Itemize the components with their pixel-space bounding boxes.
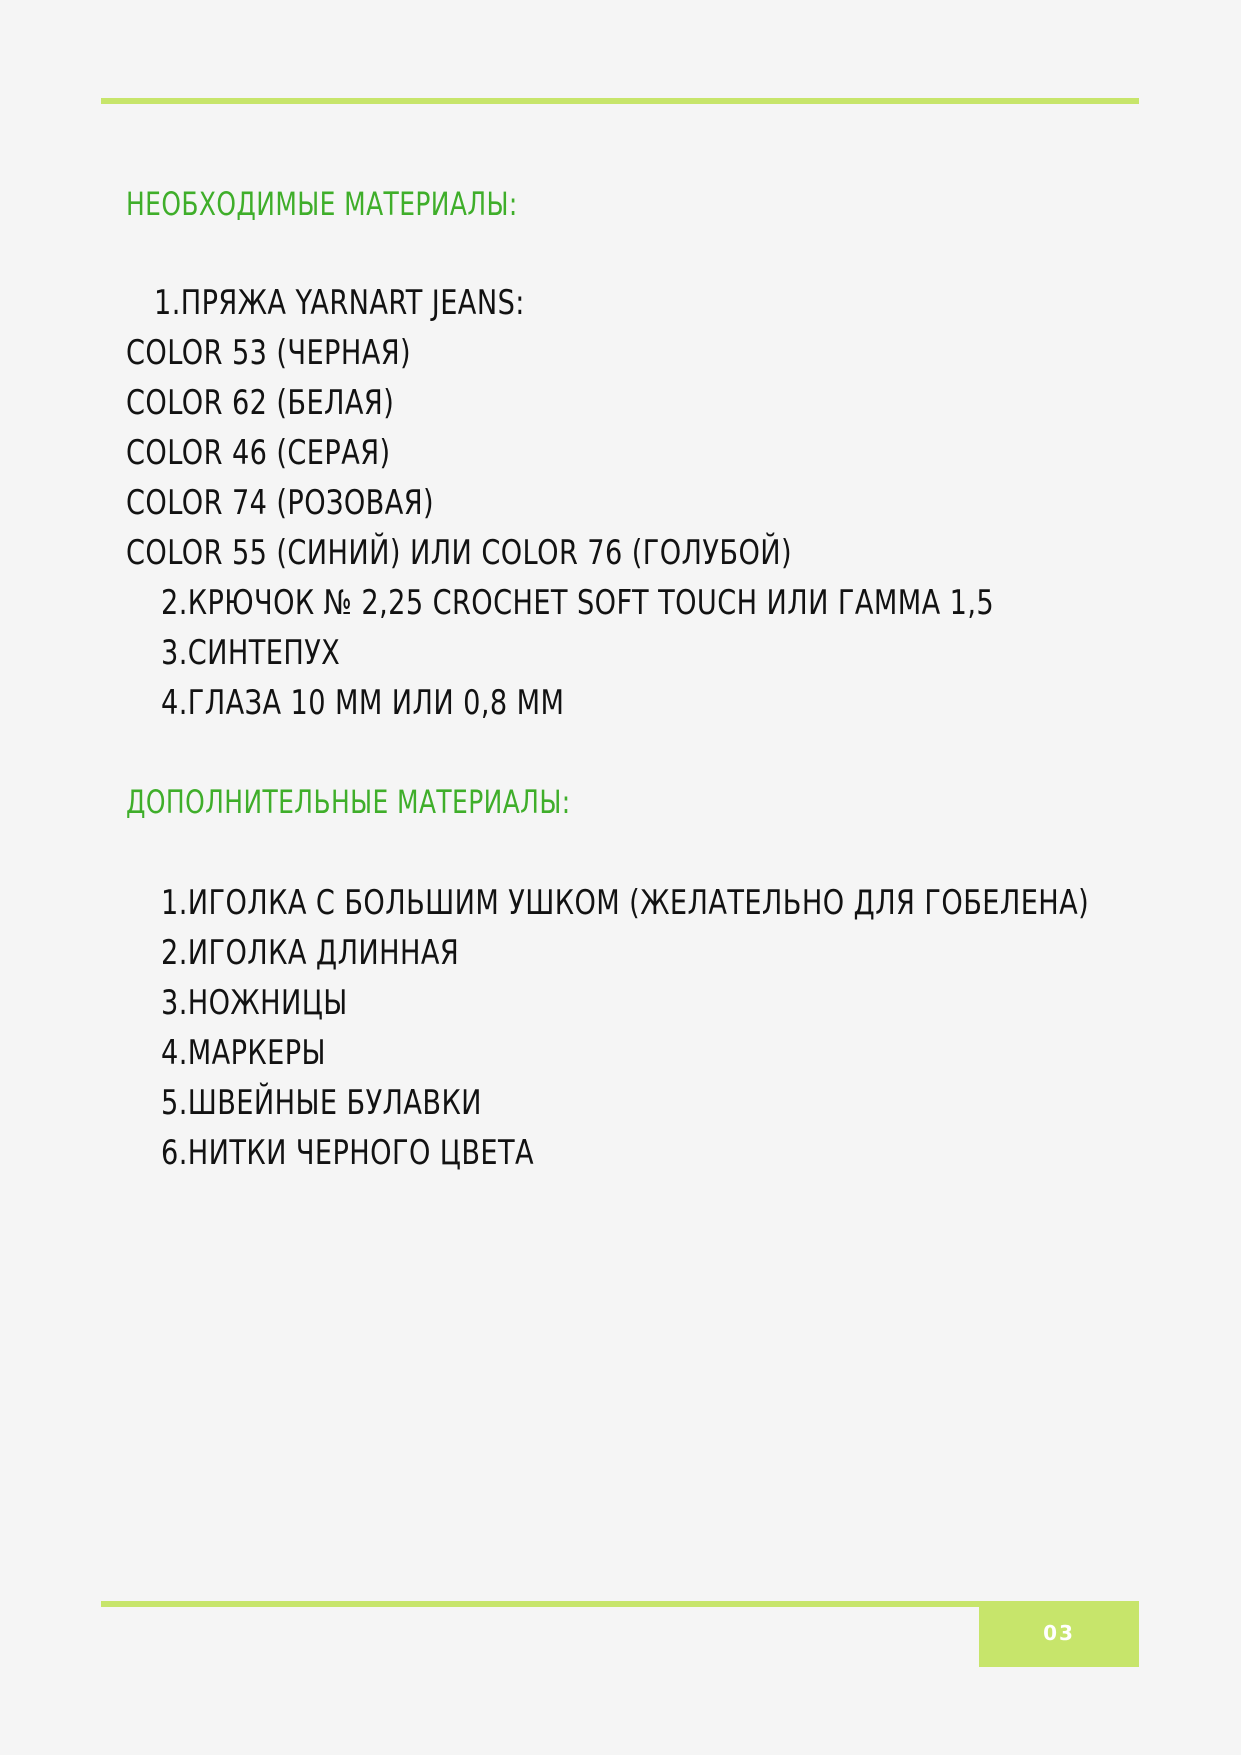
list-item: 1.ИГОЛКА С БОЛЬШИМ УШКОМ (ЖЕЛАТЕЛЬНО ДЛЯ ГОБЕЛЕНА) [161,883,1090,923]
additional-materials-heading: ДОПОЛНИТЕЛЬНЫЕ МАТЕРИАЛЫ: [126,783,571,821]
top-divider [101,98,1139,104]
page-number-tab [979,1601,1139,1667]
list-item: 6.НИТКИ ЧЕРНОГО ЦВЕТА [161,1133,534,1173]
required-materials-heading: НЕОБХОДИМЫЕ МАТЕРИАЛЫ: [126,185,518,223]
list-item: 4.ГЛАЗА 10 ММ ИЛИ 0,8 ММ [161,683,565,723]
list-item: COLOR 55 (СИНИЙ) ИЛИ COLOR 76 (ГОЛУБОЙ) [126,533,793,573]
list-item: 2.КРЮЧОК № 2,25 CROCHET SOFT TOUCH ИЛИ ГАММА 1,5 [161,583,995,623]
list-item: 1.ПРЯЖА YARNART JEANS: [154,283,525,323]
list-item: 2.ИГОЛКА ДЛИННАЯ [161,933,460,973]
list-item: 3.СИНТЕПУХ [161,633,341,673]
list-item: COLOR 53 (ЧЕРНАЯ) [126,333,412,373]
list-item: COLOR 62 (БЕЛАЯ) [126,383,395,423]
list-item: COLOR 74 (РОЗОВАЯ) [126,483,435,523]
page-number: 03 [1043,1621,1075,1645]
list-item: COLOR 46 (СЕРАЯ) [126,433,391,473]
list-item: 4.МАРКЕРЫ [161,1033,326,1073]
list-item: 3.НОЖНИЦЫ [161,983,348,1023]
list-item: 5.ШВЕЙНЫЕ БУЛАВКИ [161,1083,482,1123]
